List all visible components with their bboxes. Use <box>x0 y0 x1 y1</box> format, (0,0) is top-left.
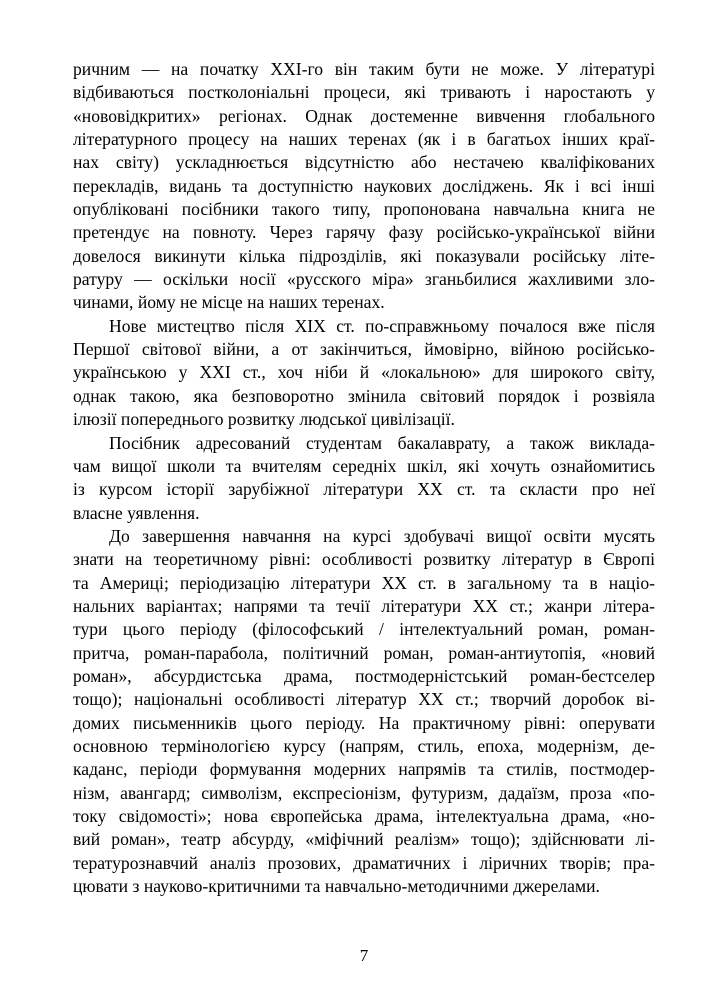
text-line: тощо); національні особливості літератур XX ст.; творчий доробок ві- <box>73 689 655 710</box>
text-line: Нове мистецтво після XIX ст. по-справжньому почалося вже після <box>109 315 655 336</box>
page-number: 7 <box>359 946 369 965</box>
text-line: роман», абсурдистська драма, постмодерністський роман-бестселер <box>73 665 655 686</box>
text-line: опубліковані посібники такого типу, пропонована навчальна книга не <box>73 199 655 220</box>
text-line: нальних варіантах; напрями та течії літератури XX ст.; жанри літера- <box>73 595 655 616</box>
text-line: чинами, йому не місце на наших теренах. <box>73 292 385 313</box>
text-line: домих письменників цього періоду. На практичному рівні: оперувати <box>73 712 655 733</box>
text-line: Першої світової війни, а от закінчиться, ймовірно, війною російсько- <box>73 339 655 360</box>
text-line: основною термінологією курсу (напрям, стиль, епоха, модернізм, де- <box>73 735 655 756</box>
text-line: «нововідкритих» регіонах. Однак достеменне вивчення глобального <box>73 105 655 126</box>
text-line: претендує на повноту. Через гарячу фазу російсько-української війни <box>73 222 655 243</box>
text-line: та Америці; періодизацію літератури XX ст. в загальному та в націо- <box>73 572 655 593</box>
text-line: нах світу) ускладнюється відсутністю або нестачею кваліфікованих <box>73 152 655 173</box>
text-line: власне уявлення. <box>73 502 200 523</box>
body-text <box>73 58 655 898</box>
text-line: До завершення навчання на курсі здобувачі вищої освіти мусять <box>109 525 655 546</box>
text-line: знати на теоретичному рівні: особливості розвитку літератур в Європі <box>73 549 655 570</box>
text-line: нізм, авангард; символізм, експресіонізм, футуризм, дадаїзм, проза «по- <box>73 782 655 803</box>
text-line: однак такою, яка безповоротно змінила світовий порядок і розвіяла <box>73 385 655 406</box>
text-line: тературознавчий аналіз прозових, драматичних і ліричних творів; пра- <box>73 852 655 873</box>
text-line: ілюзії попереднього розвитку людської цивілізації. <box>73 409 455 430</box>
text-line: ричним — на початку XXI-го він таким бути не може. У літературі <box>73 59 655 79</box>
text-line: притча, роман-парабола, політичний роман, роман-антиутопія, «новий <box>73 642 655 663</box>
text-line: цювати з науково-критичними та навчально-методичними джерелами. <box>73 876 600 897</box>
text-line: Посібник адресований студентам бакалаврату, а також виклада- <box>109 432 655 453</box>
text-line: літературного процесу на наших теренах (як і в багатьох інших краї- <box>73 129 655 150</box>
text-line: із курсом історії зарубіжної літератури XX ст. та скласти про неї <box>73 479 655 500</box>
text-line: довелося викинути кілька підрозділів, які показували російську літе- <box>73 245 655 266</box>
text-line: вий роман», театр абсурду, «міфічний реалізм» тощо); здійснювати лі- <box>73 829 655 850</box>
text-line: току свідомості»; нова європейська драма, інтелектуальна драма, «но- <box>73 806 655 826</box>
text-line: чам вищої школи та вчителям середніх шкіл, які хочуть ознайомитись <box>73 455 655 476</box>
text-line: відбиваються постколоніальні процеси, які тривають і наростають у <box>73 82 655 103</box>
text-line: тури цього періоду (філософський / інтелектуальний роман, роман- <box>73 619 655 640</box>
text-line: перекладів, видань та доступністю наукових досліджень. Як і всі інші <box>73 175 655 196</box>
text-line: українською у XXI ст., хоч ніби й «локальною» для широкого світу, <box>73 362 655 383</box>
text-line: ратуру — оскільки носії «русского міра» зганьбилися жахливими зло- <box>73 269 655 290</box>
text-line: каданс, періоди формування модерних напрямів та стилів, постмодер- <box>73 759 655 780</box>
